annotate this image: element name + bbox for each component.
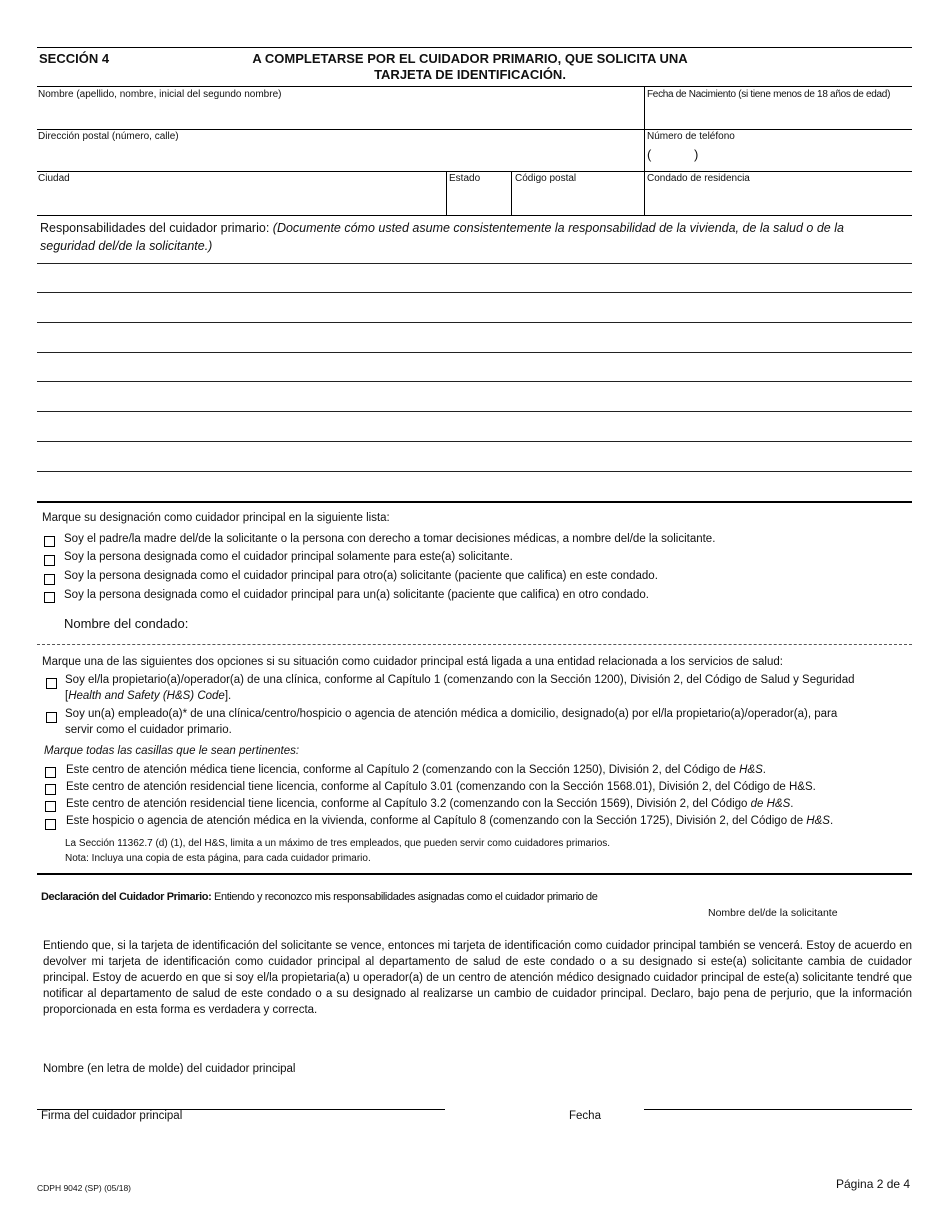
date-label: Fecha xyxy=(569,1110,601,1122)
owner-operator-line1: Soy el/la propietario(a)/operador(a) de una clínica, conforme al Capítulo 1 (comenzando con la Sección 1200), División 2, del Código de Salud y Seguridad xyxy=(65,674,855,686)
section-rule-designation xyxy=(37,501,912,503)
phone-field-label: Número de teléfono xyxy=(647,131,735,142)
facility-option-1 xyxy=(66,762,766,778)
name-field[interactable] xyxy=(38,102,642,127)
facility-option-4 xyxy=(66,813,833,829)
owner-operator-line2 xyxy=(65,688,855,704)
employee-checkbox[interactable] xyxy=(46,712,57,723)
zip-field[interactable] xyxy=(515,186,642,213)
facility-checkbox-3[interactable] xyxy=(45,801,56,812)
hs-code-name: Health and Safety (H&S) Code xyxy=(68,690,225,702)
section-rule-declaration xyxy=(37,873,912,875)
signature-label: Firma del cuidador principal xyxy=(41,1110,183,1122)
declaration-text: Entiendo y reconozco mis responsabilidades asignadas como el cuidador primario de xyxy=(211,891,598,903)
page-number: Página 2 de 4 xyxy=(836,1177,911,1191)
facility-option-1-end: . xyxy=(762,764,766,776)
employee-line2: servir como el cuidador primario. xyxy=(65,724,232,736)
facility-option-2-text: Este centro de atención residencial tiene licencia, conforme al Capítulo 3.01 (comenzando con la Sección 1568.01), División 2, del Código de H&S. xyxy=(66,781,816,793)
city-field[interactable] xyxy=(38,186,444,213)
designation-checkbox-3[interactable] xyxy=(44,574,55,585)
responsibility-line-1[interactable] xyxy=(37,263,912,264)
facility-checkbox-1[interactable] xyxy=(45,767,56,778)
county-name-field[interactable] xyxy=(192,613,692,633)
printed-name-label: Nombre (en letra de molde) del cuidador principal xyxy=(43,1063,296,1075)
owner-operator-option xyxy=(65,672,855,704)
applicant-name-label: Nombre del/de la solicitante xyxy=(708,907,838,919)
bracket-close: ]. xyxy=(224,690,232,702)
facility-option-3-text: Este centro de atención residencial tiene licencia, conforme al Capítulo 3.2 (comenzando con la Sección 1569), División 2, del Código xyxy=(66,798,751,810)
grid-rule-4 xyxy=(37,215,912,216)
responsibility-line-6[interactable] xyxy=(37,411,912,412)
declaration-heading xyxy=(41,891,597,903)
declaration-label: Declaración del Cuidador Primario: xyxy=(41,891,212,903)
employee-line1: Soy un(a) empleado(a)* de una clínica/centro/hospicio o agencia de atención médica a domicilio, designado(a) por el/la propietario(a)/operador(a), para xyxy=(65,708,838,720)
facility-option-3-ital: de H&S xyxy=(750,798,791,810)
zip-field-label: Código postal xyxy=(515,173,577,184)
form-id: CDPH 9042 (SP) (05/18) xyxy=(37,1183,132,1193)
grid-rule-1 xyxy=(37,86,912,87)
dob-field[interactable] xyxy=(647,102,910,127)
designation-option-1: Soy el padre/la madre del/de la solicitante o la persona con derecho a tomar decisiones médicas, a nombre del/de la solicitante. xyxy=(64,533,716,545)
county-field[interactable] xyxy=(647,186,910,213)
copy-note: Nota: Incluya una copia de esta página, para cada cuidador primario. xyxy=(65,853,371,864)
responsibility-line-2[interactable] xyxy=(37,292,912,293)
responsibilities-label: Responsabilidades del cuidador primario: xyxy=(40,221,273,235)
facility-option-3 xyxy=(66,796,794,812)
phone-paren-close: ) xyxy=(694,147,699,162)
section-title-line2: TARJETA DE IDENTIFICACIÓN. xyxy=(374,67,566,82)
designation-checkbox-1[interactable] xyxy=(44,536,55,547)
section-title-line1: A COMPLETARSE POR EL CUIDADOR PRIMARIO, QUE SOLICITA UNA xyxy=(252,51,688,66)
facility-option-1-ital: H&S xyxy=(739,764,763,776)
declaration-body: Entiendo que, si la tarjeta de identificación del solicitante se vence, entonces mi tarjeta de identificación como cuidador principal también se vencerá. Estoy de acuerdo en devolver mi tarjeta de identificación como cuidador principal al departamento de salud de este condado o a su designado si este(a) solicitante cambia de cuidador principal. Estoy de acuerdo en que si soy el/la propietaria(a) u operador(a) de un centro de atención médico designado cuidador principal de este(a) solicitante tendré que notificar al departamento de salud de este condado o a su designado al realizarse un cambio de cuidador principal. Declaro, bajo pena de perjurio, que la información proporcionada en esta forma es verdadera y correcta. xyxy=(43,940,912,1016)
footnote: La Sección 11362.7 (d) (1), del H&S, limita a un máximo de tres empleados, que pueden servir como cuidadores primarios. xyxy=(65,838,611,849)
grid-col-right xyxy=(644,86,645,215)
city-field-label: Ciudad xyxy=(38,173,70,184)
facility-option-3-end: . xyxy=(790,798,794,810)
responsibility-line-4[interactable] xyxy=(37,352,912,353)
dob-field-label: Fecha de Nacimiento (si tiene menos de 18 años de edad) xyxy=(647,89,891,100)
facility-option-1-text: Este centro de atención médica tiene licencia, conforme al Capítulo 2 (comenzando con la Sección 1250), División 2, del Código de xyxy=(66,764,740,776)
facility-option-2 xyxy=(66,779,816,795)
top-rule xyxy=(37,47,912,48)
designation-checkbox-2[interactable] xyxy=(44,555,55,566)
dashed-divider xyxy=(37,644,912,645)
designation-prompt: Marque su designación como cuidador principal en la siguiente lista: xyxy=(42,512,390,524)
designation-option-2: Soy la persona designada como el cuidador principal solamente para este(a) solicitante. xyxy=(64,551,513,563)
bracket-open: [ xyxy=(65,690,69,702)
grid-rule-2 xyxy=(37,129,912,130)
health-entity-prompt: Marque una de las siguientes dos opciones si su situación como cuidador principal está ligada a una entidad relacionada a los servicios de salud: xyxy=(42,656,783,668)
facility-option-4-end: . xyxy=(829,815,834,827)
check-all-label: Marque todas las casillas que le sean pertinentes: xyxy=(44,745,300,757)
employee-option xyxy=(65,706,837,738)
address-field[interactable] xyxy=(38,144,642,169)
phone-field[interactable] xyxy=(654,145,910,169)
facility-option-4-text: Este hospicio o agencia de atención médica en la vivienda, conforme al Capítulo 8 (comenzando con la Sección 1725), División 2, del Código de xyxy=(66,815,807,827)
state-field[interactable] xyxy=(449,186,509,213)
designation-checkbox-4[interactable] xyxy=(44,592,55,603)
county-name-label: Nombre del condado: xyxy=(64,616,189,631)
section-title xyxy=(220,51,720,83)
grid-col-zip xyxy=(511,171,512,215)
facility-option-4-ital: H&S xyxy=(806,815,830,827)
designation-option-4: Soy la persona designada como el cuidador principal para un(a) solicitante (paciente que califica) en otro condado. xyxy=(64,589,649,601)
county-field-label: Condado de residencia xyxy=(647,173,750,184)
responsibilities-instruction: (Documente cómo usted asume consistentemente la responsabilidad de la vivienda, de la salud o de la seguridad del/de la solicitante.) xyxy=(40,221,844,253)
responsibilities-heading xyxy=(40,219,902,255)
grid-rule-3 xyxy=(37,171,912,172)
responsibility-line-5[interactable] xyxy=(37,381,912,382)
printed-name-field[interactable] xyxy=(43,1078,443,1098)
phone-paren-open: ( xyxy=(647,147,652,162)
responsibility-line-3[interactable] xyxy=(37,322,912,323)
applicant-name-field[interactable] xyxy=(618,889,910,905)
facility-checkbox-4[interactable] xyxy=(45,819,56,830)
owner-operator-checkbox[interactable] xyxy=(46,678,57,689)
responsibility-line-8[interactable] xyxy=(37,471,912,472)
facility-checkbox-2[interactable] xyxy=(45,784,56,795)
grid-col-state xyxy=(446,171,447,215)
name-field-label: Nombre (apellido, nombre, inicial del segundo nombre) xyxy=(38,89,282,100)
address-field-label: Dirección postal (número, calle) xyxy=(38,131,179,142)
responsibility-line-7[interactable] xyxy=(37,441,912,442)
designation-option-3: Soy la persona designada como el cuidador principal para otro(a) solicitante (paciente que califica) en este condado. xyxy=(64,570,658,582)
state-field-label: Estado xyxy=(449,173,481,184)
date-line[interactable] xyxy=(644,1109,912,1110)
section-number: SECCIÓN 4 xyxy=(39,51,110,66)
